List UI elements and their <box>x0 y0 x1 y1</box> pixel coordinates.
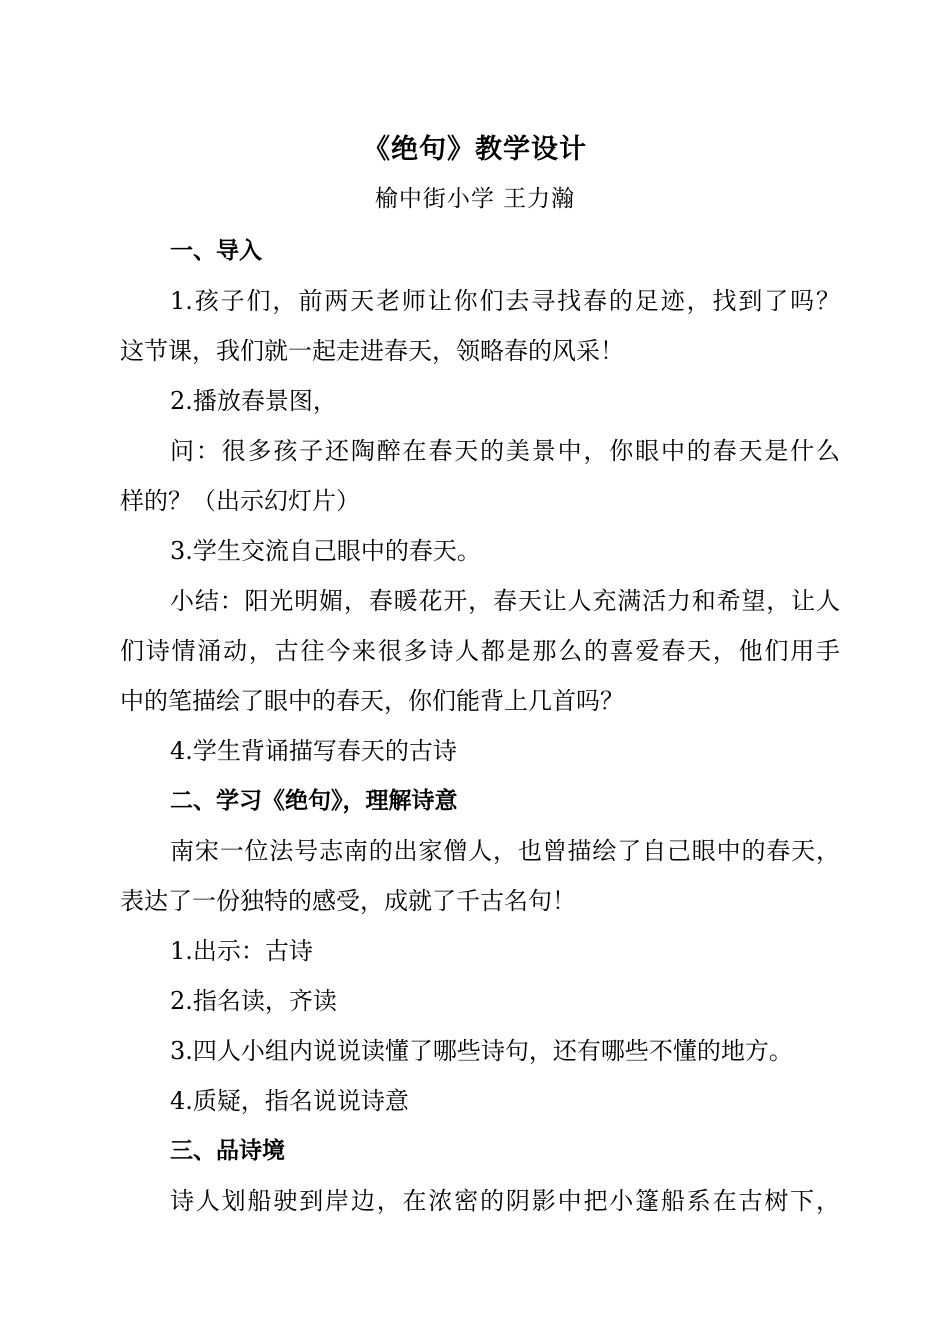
paragraph-line: 问：很多孩子还陶醉在春天的美景中，你眼中的春天是什么 <box>170 437 840 465</box>
paragraph-line: 这节课，我们就一起走进春天，领略春的风采！ <box>120 337 624 365</box>
paragraph-line: 中的笔描绘了眼中的春天，你们能背上几首吗？ <box>120 687 624 715</box>
paragraph-line: 样的？（出示幻灯片） <box>120 487 360 515</box>
section-heading-poem-mood: 三、品诗境 <box>170 1138 285 1164</box>
document-body <box>120 226 840 1226</box>
paragraph-line: 表达了一份独特的感受，成就了千古名句！ <box>120 887 576 915</box>
author-line: 榆中街小学 王力瀚 <box>374 186 576 212</box>
paragraph-line: 4.质疑，指名说说诗意 <box>170 1087 409 1115</box>
section-heading-intro: 一、导入 <box>170 238 262 264</box>
section-heading-study: 二、学习《绝句》，理解诗意 <box>170 788 458 814</box>
paragraph-line: 诗人划船驶到岸边，在浓密的阴影中把小篷船系在古树下， <box>170 1187 840 1215</box>
paragraph-line: 4.学生背诵描写春天的古诗 <box>170 737 457 765</box>
paragraph-line: 3.四人小组内说说读懂了哪些诗句，还有哪些不懂的地方。 <box>170 1037 793 1065</box>
paragraph-line: 1.孩子们，前两天老师让你们去寻找春的足迹，找到了吗？ <box>170 287 840 315</box>
paragraph-line: 们诗情涌动，古往今来很多诗人都是那么的喜爱春天，他们用手 <box>120 637 840 665</box>
paragraph-line: 1.出示：古诗 <box>170 937 313 965</box>
paragraph-line: 小结：阳光明媚，春暖花开，春天让人充满活力和希望，让人 <box>170 587 840 615</box>
paragraph-line: 2.播放春景图， <box>170 387 337 415</box>
paragraph-line: 南宋一位法号志南的出家僧人，也曾描绘了自己眼中的春天， <box>170 837 840 865</box>
paragraph-line: 3.学生交流自己眼中的春天。 <box>170 537 481 565</box>
paragraph-line: 2.指名读，齐读 <box>170 987 337 1015</box>
page-title: 《绝句》教学设计 <box>363 134 587 165</box>
